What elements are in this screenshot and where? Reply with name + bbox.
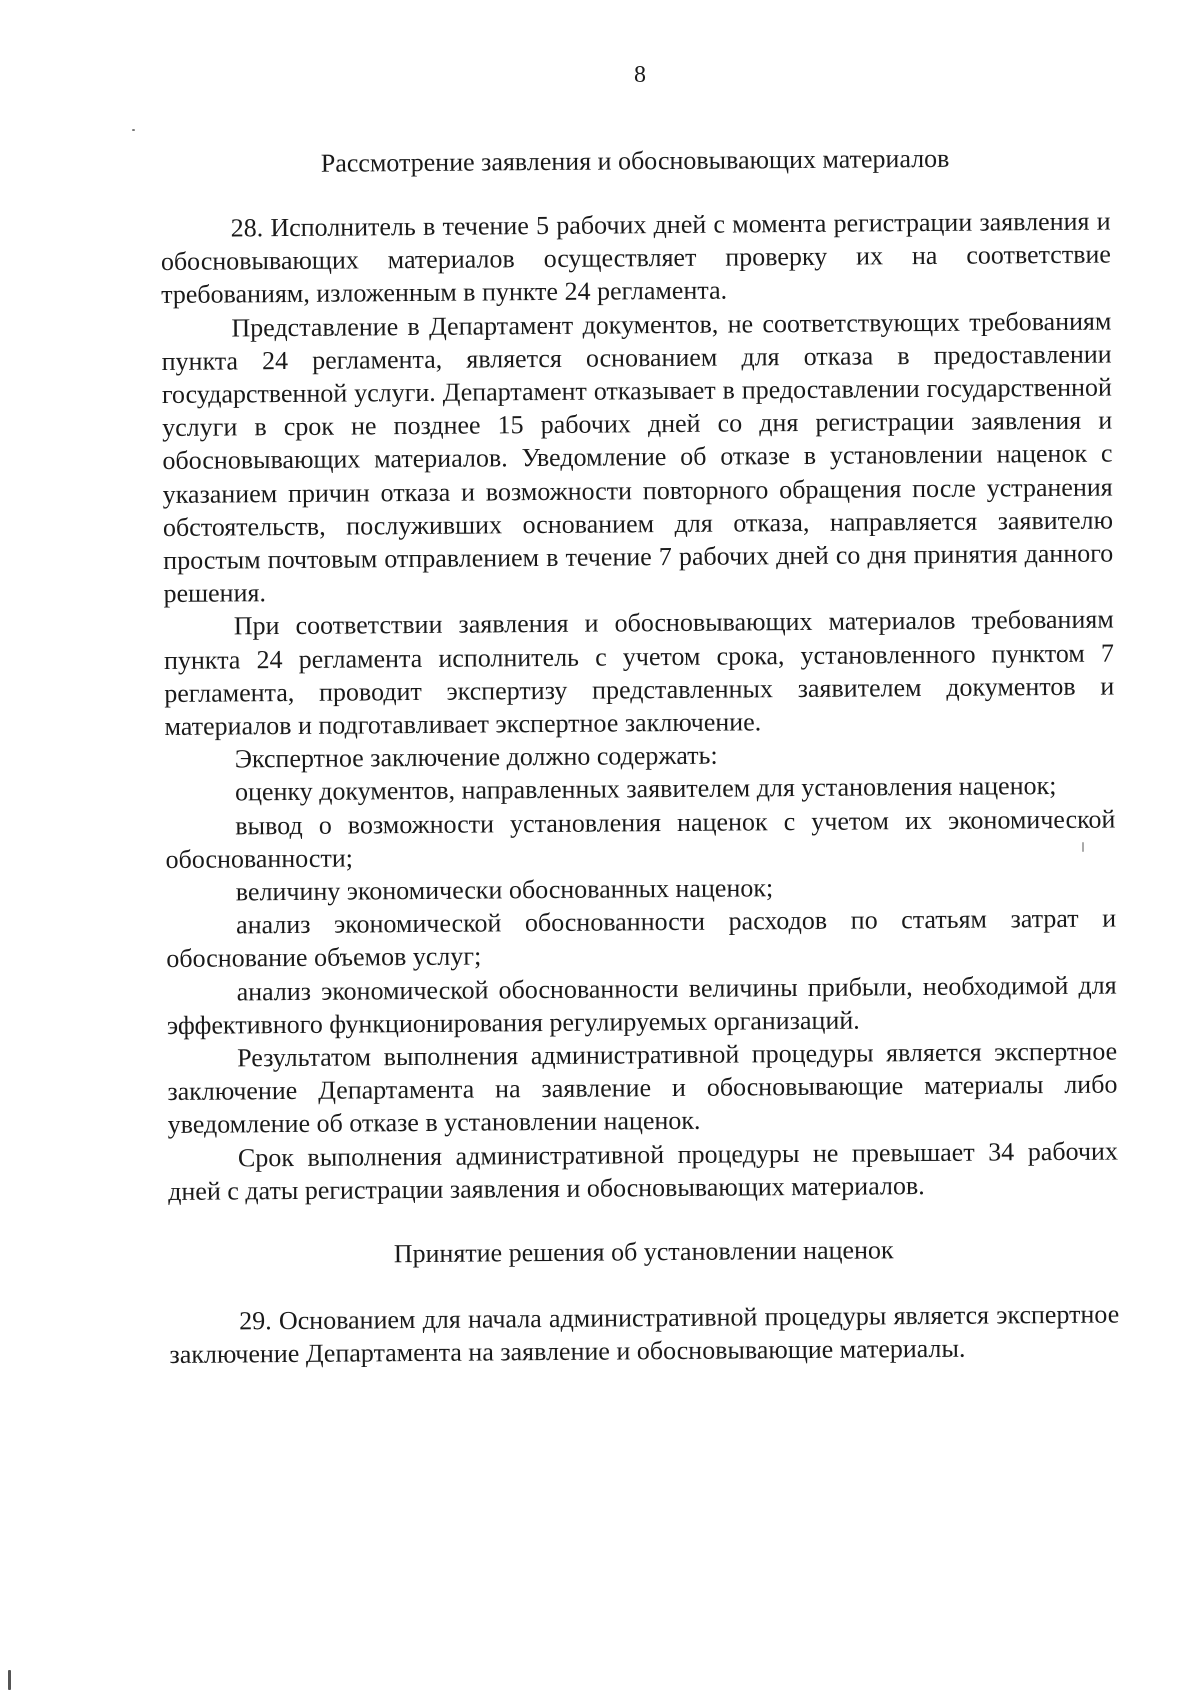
document-body: [160, 141, 1120, 1372]
paragraph-procedure-result: Результатом выполнения административной процедуры является экспертное заключение Департамента на заявление и обосновывающие материалы либо уведомление об отказе в установлении наценок.: [167, 1036, 1118, 1140]
list-item-markup-value: величину экономически обоснованных наценок;: [235, 873, 774, 907]
paragraph-expertise: При соответствии заявления и обосновывающих материалов требованиям пункта 24 регламента исполнитель с учетом срока, установленного пунктом 7 регламента, проводит экспертизу представленных заявителем документов и материалов и подготавливает экспертное заключение.: [163, 604, 1115, 742]
section-heading-decision: Принятие решения об установлении наценок: [393, 1235, 894, 1269]
paragraph-procedure-deadline: Срок выполнения административной процедуры не превышает 34 рабочих дней с даты регистрации заявления и обосновывающих материалов.: [168, 1136, 1119, 1206]
list-item-markup-possibility: вывод о возможности установления наценок с учетом их экономической обоснованности;: [165, 804, 1116, 874]
scan-speck: [1082, 842, 1084, 852]
paragraph-29-decision-grounds: 29. Основанием для начала административной процедуры является экспертное заключение Департамента на заявление и обосновывающие материалы.: [169, 1299, 1120, 1370]
paragraph-refusal-grounds: Представление в Департамент документов, не соответствующих требованиям пункта 24 регламента, является основанием для отказа в предоставлении государственной услуги. Департамент отказывает в предоставлении государственной услуги в срок не позднее 15 рабочих дней со дня регистрации заявления и обосновывающих материалов. Уведомление об отказе в установлении наценок с указанием причин отказа и возможности повторного обращения после устранения обстоятельств, послуживших основанием для отказа, направляется заявителю простым почтовым отправлением в течение 7 рабочих дней со дня принятия данного решения.: [161, 306, 1114, 609]
list-item-document-assessment: оценку документов, направленных заявителем для установления наценок;: [234, 771, 1057, 807]
list-item-cost-analysis: анализ экономической обоснованности расходов по статьям затрат и обоснование объемов услуг;: [166, 903, 1117, 974]
page-number: 8: [634, 62, 646, 88]
list-item-profit-analysis: анализ экономической обоснованности величины прибыли, необходимой для эффективного функционирования регулируемых организаций.: [166, 970, 1117, 1040]
paragraph-expert-conclusion-contents: Экспертное заключение должно содержать:: [234, 740, 718, 774]
scan-speck: [132, 129, 135, 131]
scan-speck: [8, 1670, 11, 1690]
paragraph-28-review-period: 28. Исполнитель в течение 5 рабочих дней с момента регистрации заявления и обосновывающих материалов осуществляет проверку их на соответствие требованиям, изложенным в пункте 24 регламента.: [160, 206, 1111, 310]
section-heading-review: Рассмотрение заявления и обосновывающих материалов: [320, 143, 950, 178]
